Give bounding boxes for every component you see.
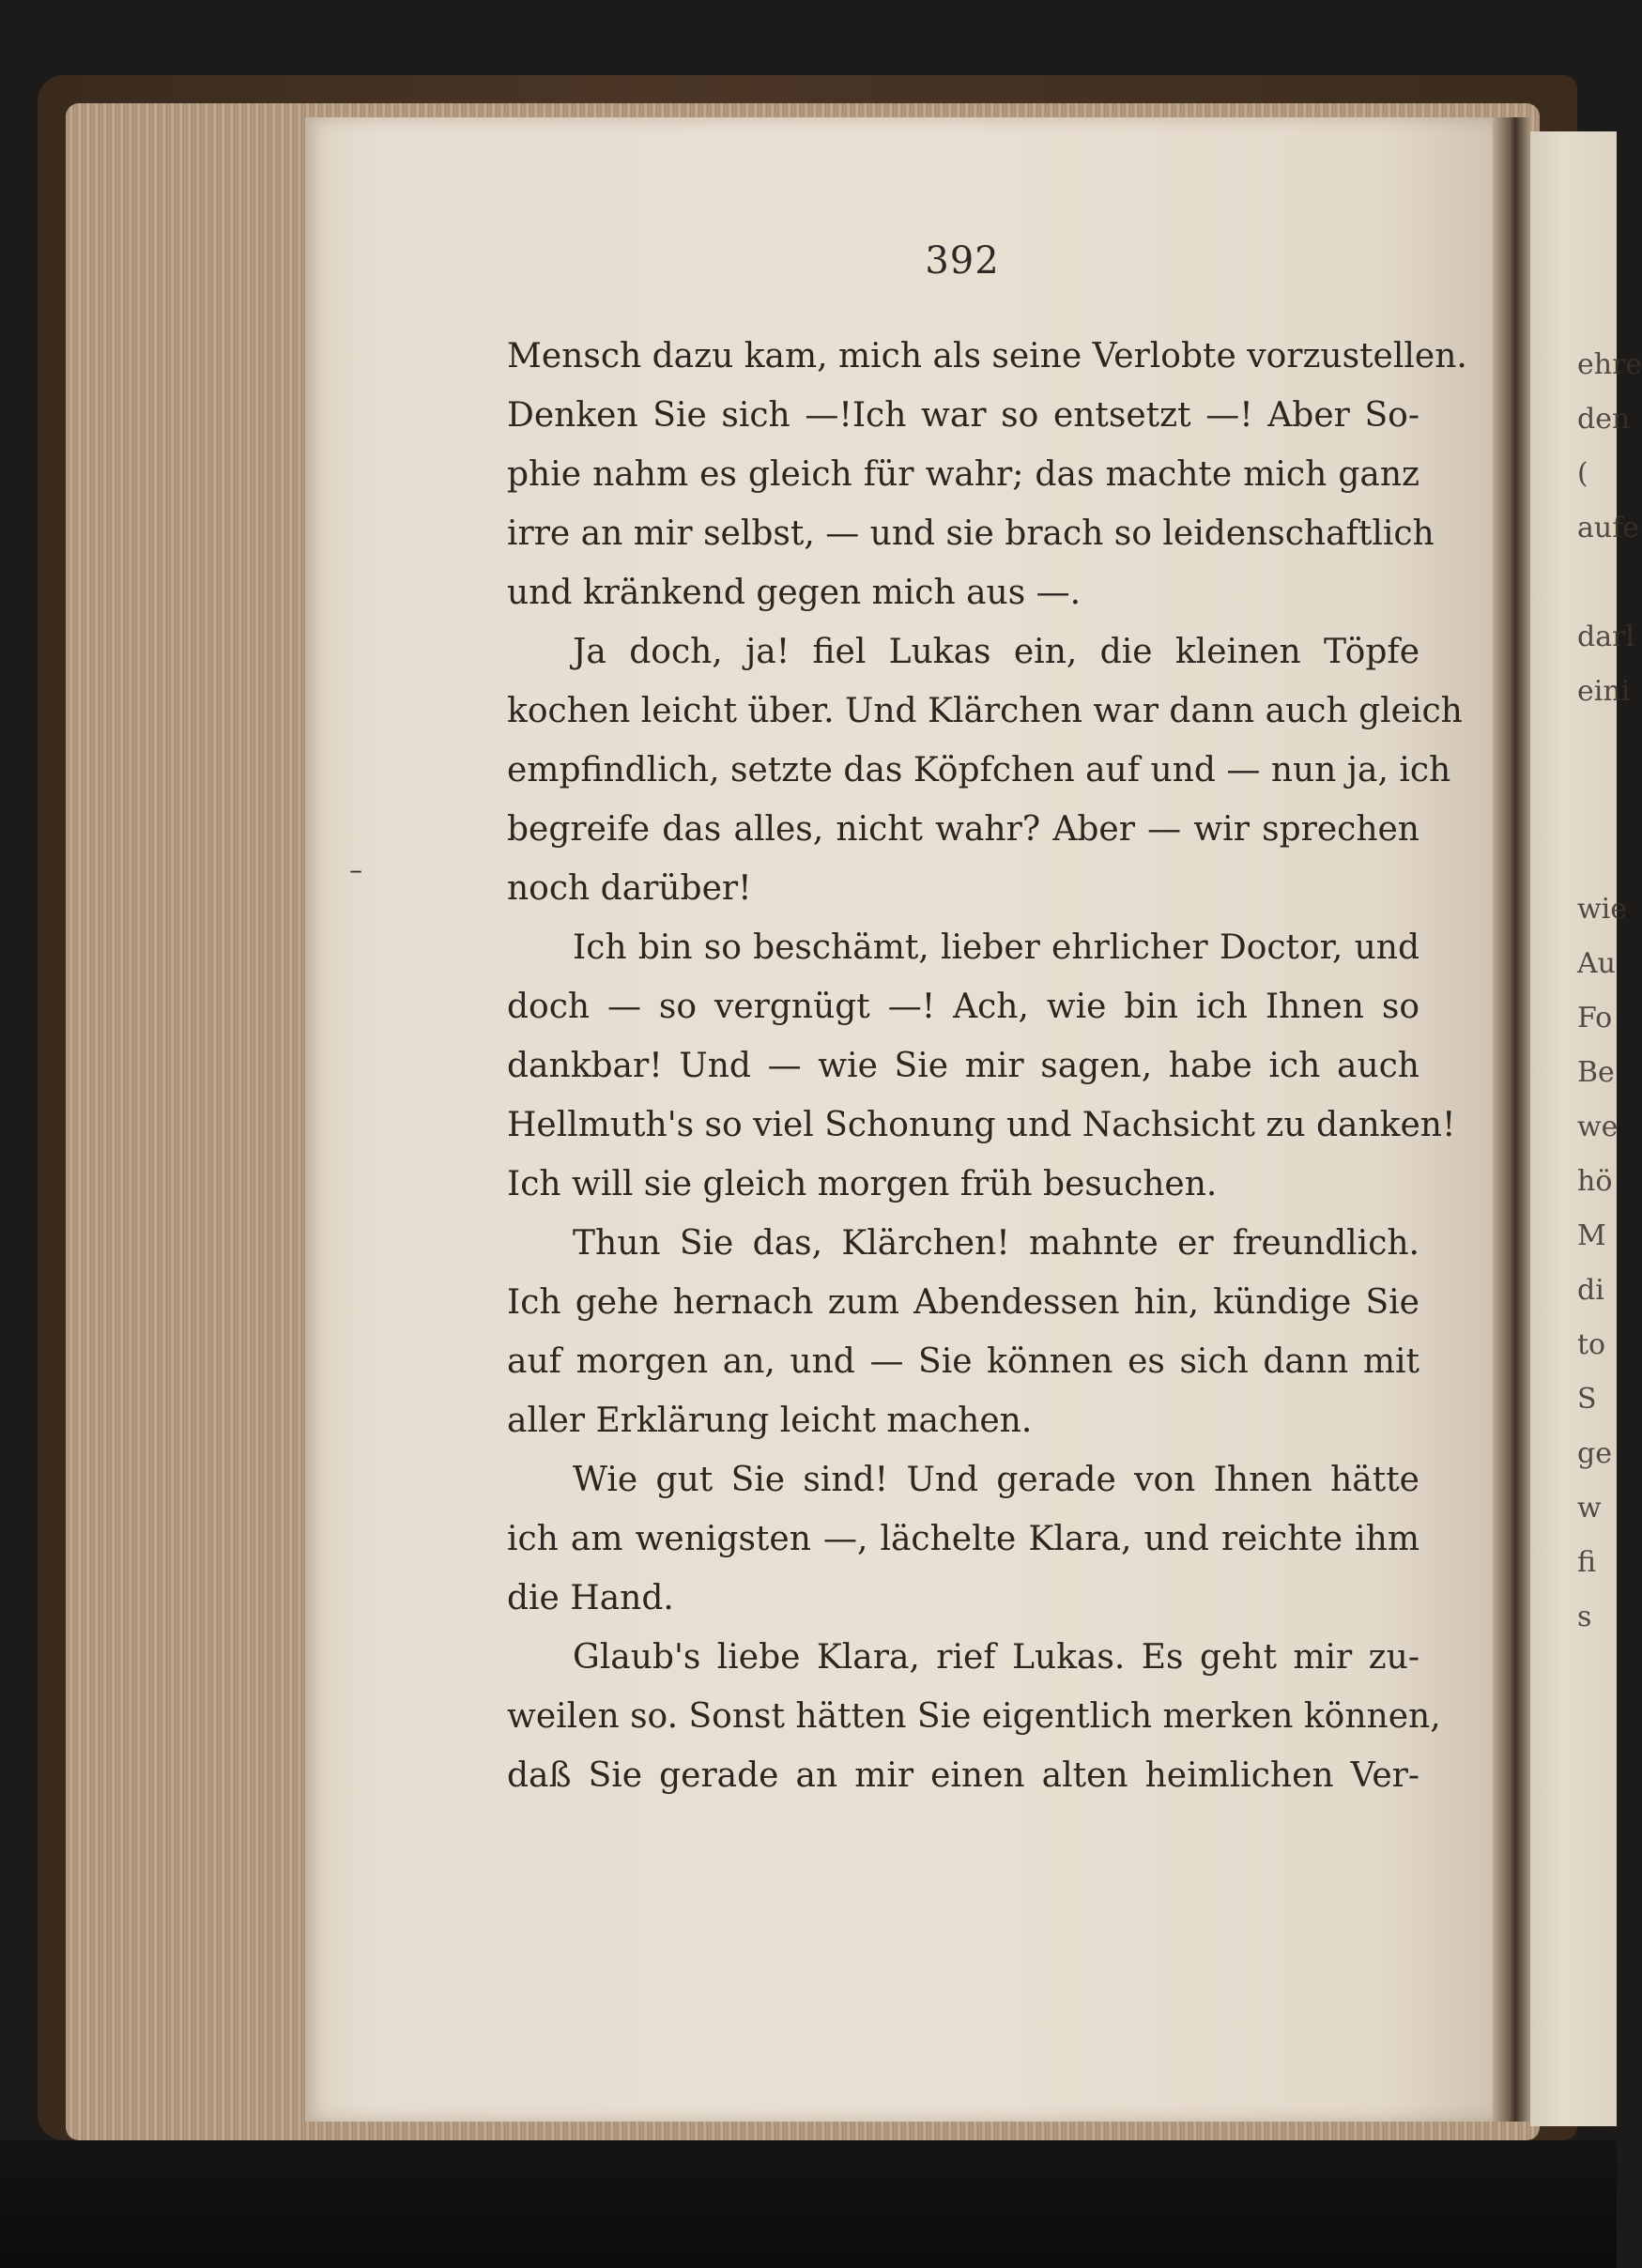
text-line: empfindlich, setzte das Köpfchen auf und — nun ja, ich — [507, 751, 1451, 789]
text-line: doch — so vergnügt —! Ach, wie bin ich Ihnen so — [507, 988, 1419, 1026]
text-line: phie nahm es gleich für wahr; das machte mich ganz — [507, 455, 1419, 494]
right-page-fragment: aufe — [1577, 512, 1640, 544]
book-gutter — [1493, 117, 1530, 2122]
text-line: Mensch dazu kam, mich als seine Verlobte vorzustellen. — [507, 337, 1467, 375]
right-page-fragment — [1577, 719, 1617, 774]
page-number: 392 — [925, 239, 1000, 283]
text-line: dankbar! Und — wie Sie mir sagen, habe ich auch — [507, 1047, 1419, 1085]
text-line: die Hand. — [507, 1579, 674, 1617]
right-page-fragment: eini — [1577, 675, 1631, 708]
text-line: Ich gehe hernach zum Abendessen hin, kündige Sie — [507, 1283, 1419, 1322]
right-page-fragment: Au — [1577, 947, 1616, 980]
text-line: und kränkend gegen mich aus —. — [507, 574, 1082, 612]
text-line: kochen leicht über. Und Klärchen war dann auch gleich — [507, 692, 1463, 730]
right-page-fragment: s — [1577, 1601, 1592, 1633]
text-line: Hellmuth's so viel Schonung und Nachsicht zu danken! — [507, 1106, 1456, 1144]
right-page-fragment: M — [1577, 1219, 1606, 1252]
margin-mark: – — [349, 854, 362, 885]
right-page-fragment: we — [1577, 1111, 1619, 1143]
right-page-fragment: ge — [1577, 1437, 1612, 1470]
right-page-fragment — [1577, 774, 1617, 828]
right-page-fragment — [1577, 556, 1617, 610]
text-line: Glaub's liebe Klara, rief Lukas. Es geht mir zu- — [573, 1638, 1419, 1677]
right-page-fragment: fi — [1577, 1546, 1597, 1579]
text-line: ich am wenigsten —, lächelte Klara, und reichte ihm — [507, 1520, 1419, 1558]
right-page-fragment: hö — [1577, 1165, 1613, 1198]
right-page-fragment: S — [1577, 1383, 1597, 1416]
page-text — [507, 327, 1467, 1805]
text-line: Wie gut Sie sind! Und gerade von Ihnen hätte — [573, 1461, 1419, 1499]
right-page-fragment: w — [1577, 1492, 1602, 1525]
right-page-fragment: Be — [1577, 1056, 1615, 1089]
right-page-fragment — [1577, 828, 1617, 882]
right-page-fragment: to — [1577, 1328, 1606, 1361]
background-bottom — [0, 2140, 1617, 2268]
text-line: Ich will sie gleich morgen früh besuchen. — [507, 1165, 1218, 1203]
right-page-fragment: wie — [1577, 893, 1628, 926]
text-line: Thun Sie das, Klärchen! mahnte er freundlich. — [573, 1224, 1419, 1263]
right-page-fragment: ehre — [1577, 348, 1642, 381]
text-line: noch darüber! — [507, 869, 752, 908]
right-page-fragment: di — [1577, 1274, 1604, 1307]
text-line: Ich bin so beschämt, lieber ehrlicher Doctor, und — [573, 928, 1419, 967]
right-page-fragment: den — [1577, 403, 1631, 436]
text-line: auf morgen an, und — Sie können es sich dann mit — [507, 1342, 1419, 1381]
right-page-fragment: Fo — [1577, 1002, 1613, 1034]
right-page-fragment: darl — [1577, 621, 1635, 653]
text-line: aller Erklärung leicht machen. — [507, 1402, 1033, 1440]
text-line: daß Sie gerade an mir einen alten heimlichen Ver- — [507, 1756, 1419, 1795]
text-line: Ja doch, ja! fiel Lukas ein, die kleinen Töpfe — [573, 633, 1419, 671]
text-line: Denken Sie sich —!Ich war so entsetzt —! Aber So- — [507, 396, 1419, 435]
text-line: begreife das alles, nicht wahr? Aber — wir sprechen — [507, 810, 1419, 849]
right-page-fragment: ( — [1577, 457, 1588, 490]
right-page-text-fragments — [1577, 338, 1642, 1645]
text-line: irre an mir selbst, — und sie brach so leidenschaftlich — [507, 514, 1435, 553]
text-line: weilen so. Sonst hätten Sie eigentlich merken können, — [507, 1697, 1441, 1736]
